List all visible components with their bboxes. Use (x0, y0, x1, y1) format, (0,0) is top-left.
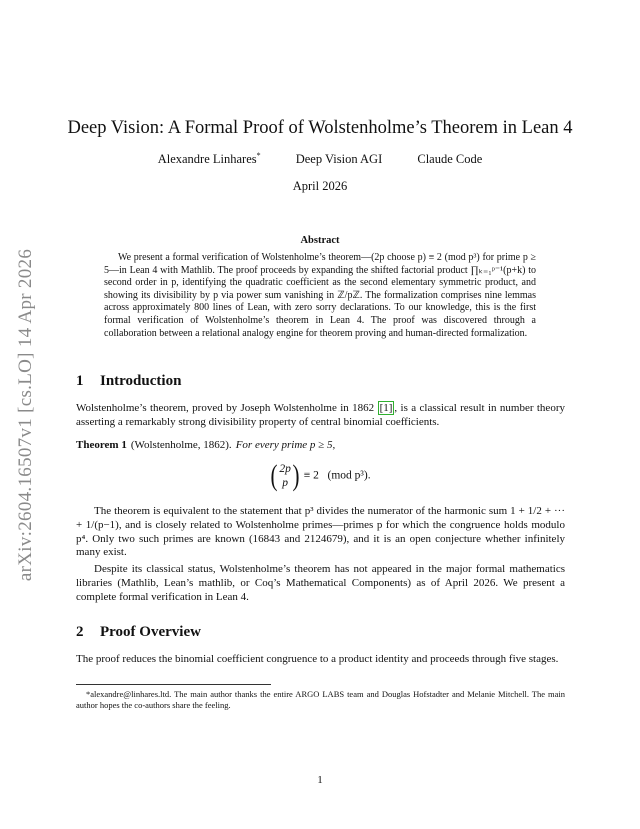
abstract-text: We present a formal verification of Wolstenholme’s theorem—(2p choose p) ≡ 2 (mod p³) for prime p ≥ 5—in Lean 4 with Mathlib. The proof proceeds by expanding the shifted factorial product ∏ₖ₌₁ᵖ⁻¹(p+k) to second order in p, identifying the quadratic coefficient as the second elementary symmetric product, and showing its divisibility by p via power sum vanishing in ℤ/pℤ. The formalization comprises nine lemmas across approximately 800 lines of Lean, with zero sorry declarations. To our knowledge, this is the first formal verification of Wolstenholme’s theorem in Lean 4. The proof was discovered through a collaboration between a relational analogy engine for theorem proving and human-directed formalization. (104, 252, 536, 339)
binomial-bottom: p (282, 477, 289, 489)
intro-paragraph-1 (76, 402, 565, 430)
author-2: Deep Vision AGI (295, 152, 383, 167)
section-title: Proof Overview (100, 624, 201, 640)
overview-paragraph-1: The proof reduces the binomial coefficient congruence to a product identity and proceeds through five stages. (76, 653, 559, 665)
footnote-rule (76, 684, 271, 685)
left-paren: ( (270, 459, 278, 492)
citation-link[interactable]: [1] (379, 402, 393, 414)
theorem-label: Theorem 1 (76, 439, 127, 451)
author-3: Claude Code (417, 152, 483, 167)
binomial-coefficient (269, 461, 301, 491)
intro-paragraph-2: The theorem is equivalent to the statement that p³ divides the numerator of the harmonic sum 1 + 1/2 + ··· + 1/(p−1), and is closely related to Wolstenholme primes—primes p for which the congruence holds modulo p⁴. Only two such primes are known (16843 and 2124679), and it is an open conjecture whether infinitely many exist. (76, 505, 565, 559)
section-heading-introduction (76, 373, 181, 390)
theorem-equation (0, 461, 640, 491)
publication-date: April 2026 (292, 179, 348, 193)
theorem-statement: For every prime p ≥ 5, (235, 439, 336, 451)
binomial-top: 2p (279, 463, 291, 475)
paper-title: Deep Vision: A Formal Proof of Wolstenholme’s Theorem in Lean 4 (67, 118, 573, 138)
page-number: 1 (317, 774, 323, 786)
author-1 (158, 152, 261, 166)
intro-paragraph-3: Despite its classical status, Wolstenholme’s theorem has not appeared in the major formal mathematics libraries (Mathlib, Lean’s mathlib, or Coq’s Mathematical Components) as of April 2026. We present a complete formal verification in Lean 4. (76, 563, 565, 603)
footnote-text: *alexandre@linhares.ltd. The main author thanks the entire ARGO LABS team and Douglas Hofstadter and Melanie Mitchell. The main author hopes the co-authors share the feeling. (76, 689, 565, 710)
author-1-name: Alexandre Linhares (157, 152, 257, 167)
theorem-attribution: (Wolstenholme, 1862). (130, 439, 232, 451)
section-title: Introduction (100, 373, 182, 389)
arxiv-identifier-stamp (6, 235, 46, 595)
equation-rhs: ≡ 2 (mod p³). (303, 469, 371, 482)
section-number: 1 (76, 373, 84, 389)
intro-p1-text-start: Wolstenholme’s theorem, proved by Joseph Wolstenholme in 1862 (76, 402, 378, 414)
abstract-heading: Abstract (300, 235, 340, 246)
section-number: 2 (76, 624, 84, 640)
theorem-1 (76, 439, 565, 451)
arxiv-identifier-text: arXiv:2604.16507v1 [cs.LO] 14 Apr 2026 (15, 248, 36, 582)
binomial-stack (279, 462, 291, 490)
section-heading-proof-overview (76, 624, 201, 641)
right-paren: ) (292, 459, 300, 492)
intro-p1-text-end: , is a classical result in number theory asserting a remarkably strong divisibility property of central binomial coefficients. (76, 402, 565, 428)
author-list (0, 151, 640, 167)
author-1-footnote-mark[interactable]: * (256, 151, 261, 160)
